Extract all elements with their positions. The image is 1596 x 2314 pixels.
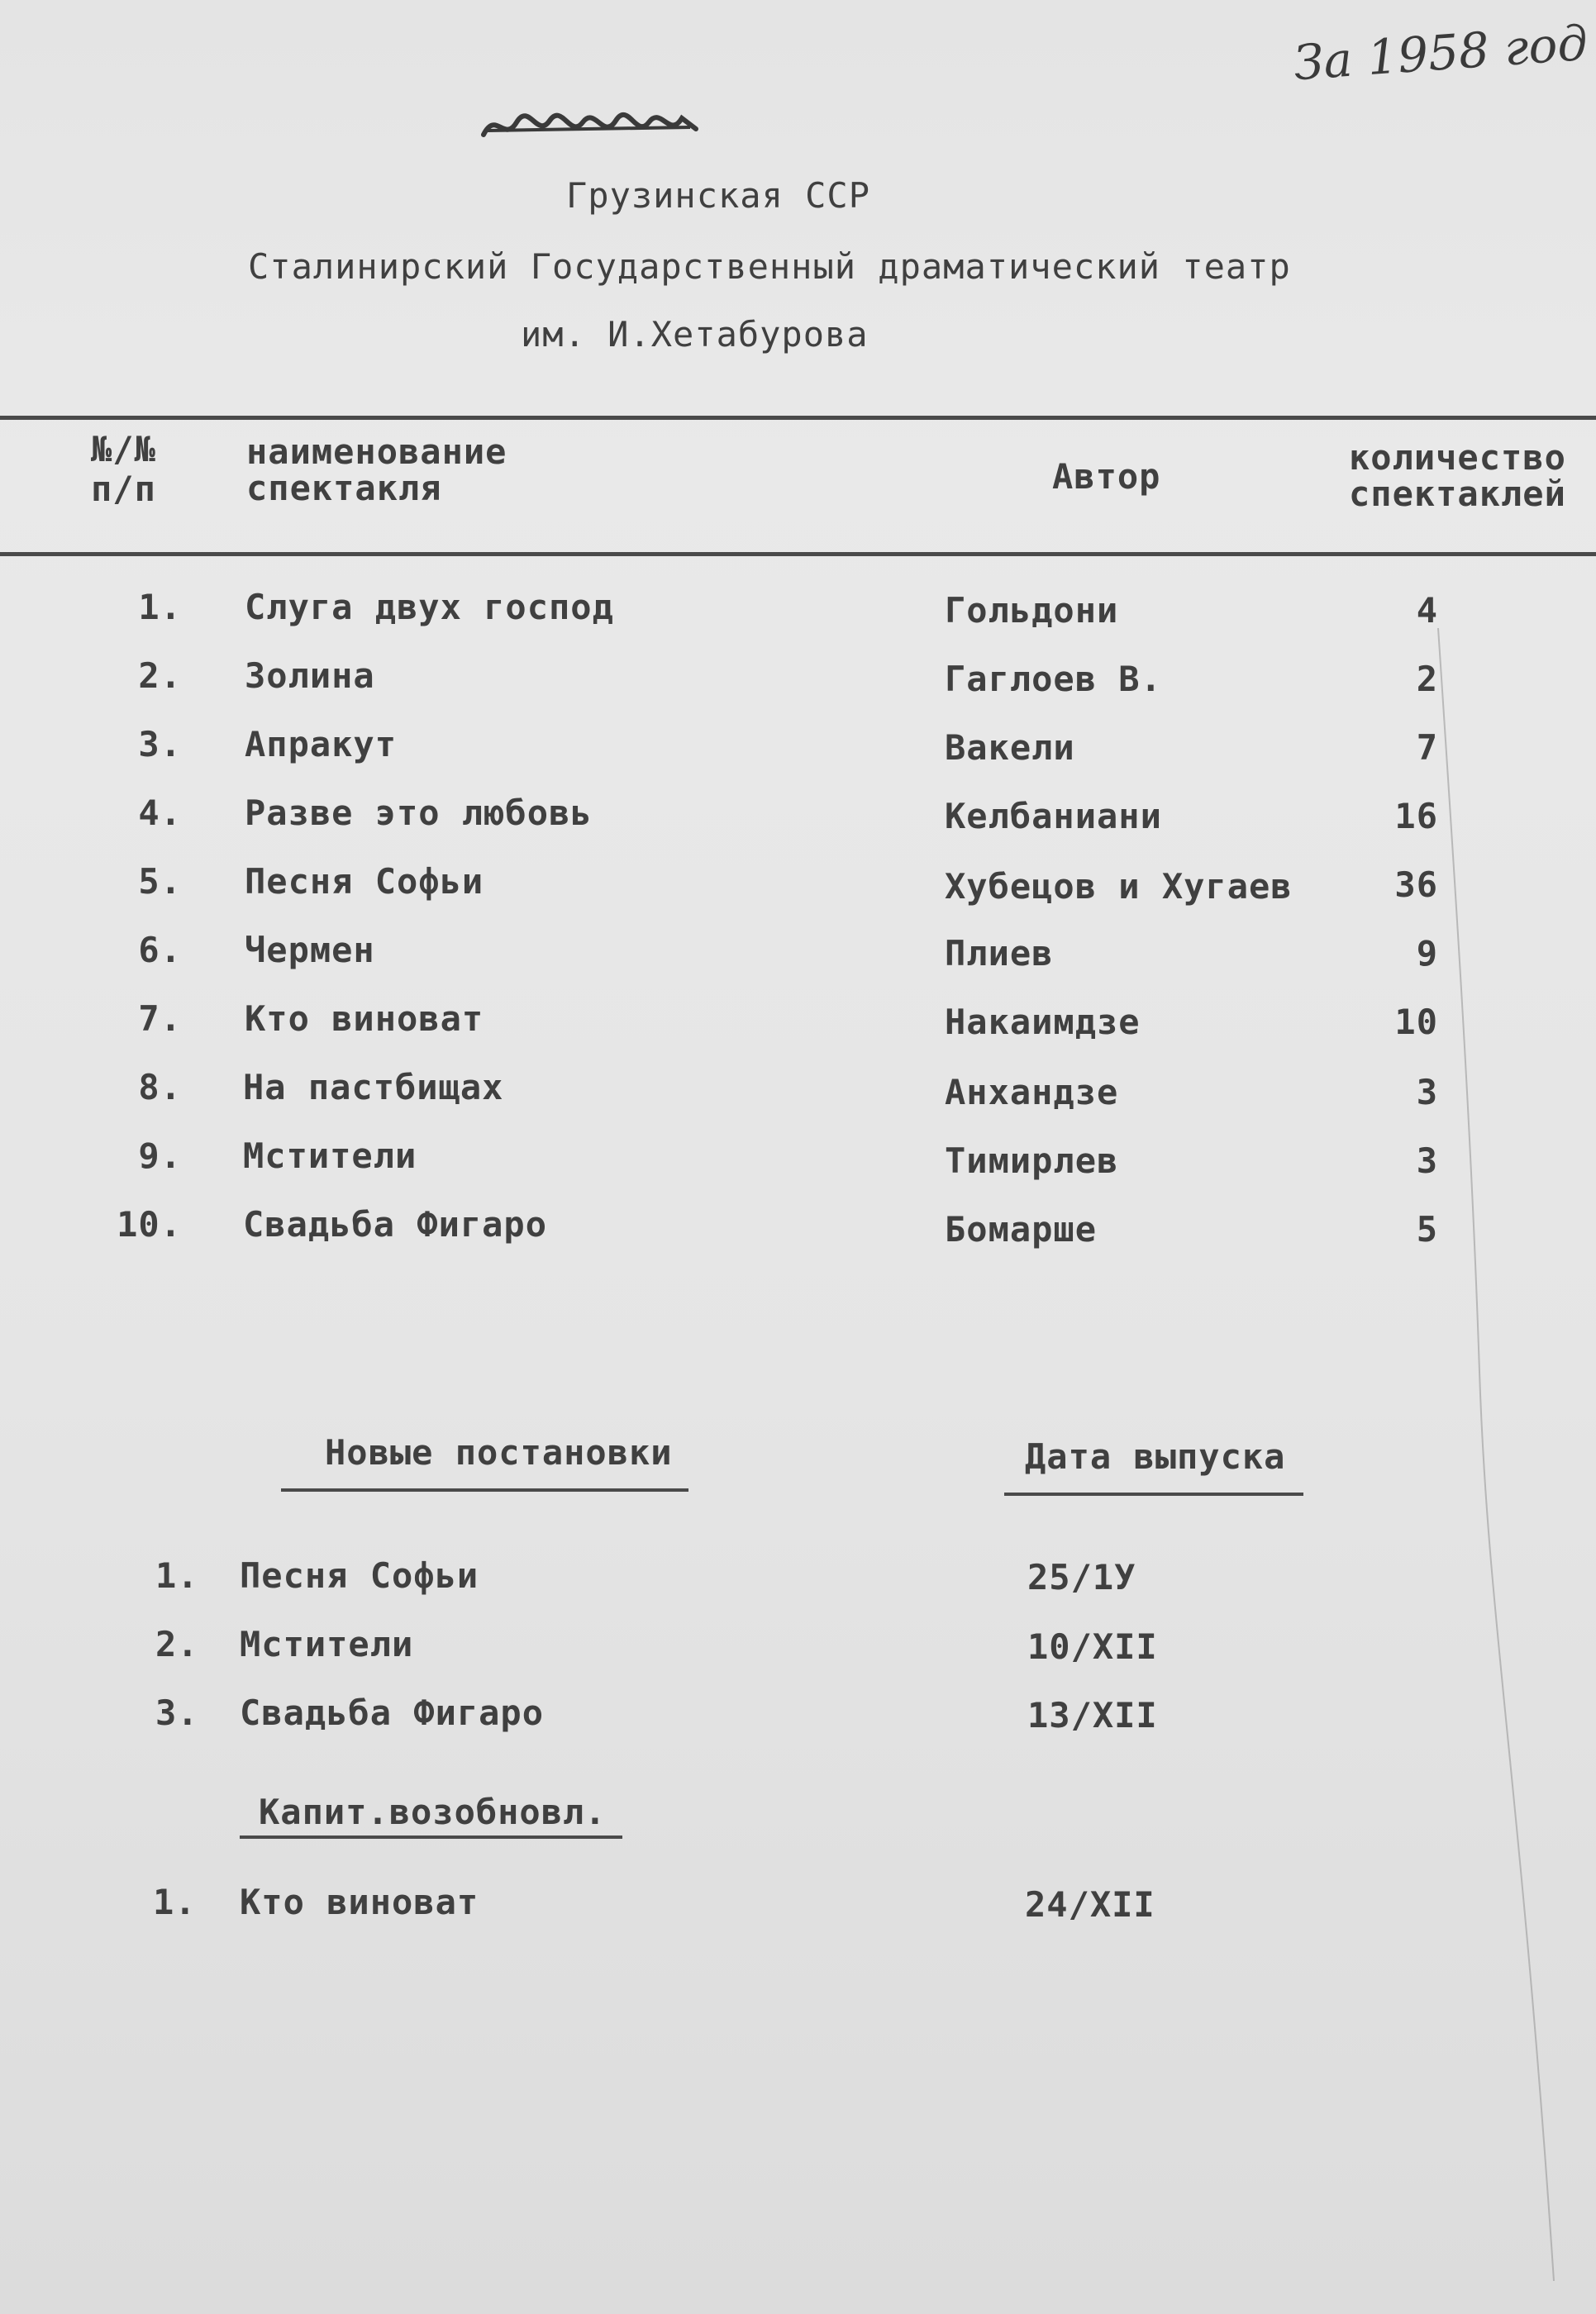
row-no: 8. (138, 1067, 182, 1107)
paper-crease (1405, 628, 1570, 2281)
row-no: 6. (138, 930, 182, 970)
row-author: Накаимдзе (945, 1002, 1141, 1042)
header-theatre: Сталинирский Государственный драматический театр (248, 246, 1291, 287)
row-count: 3 (1416, 1140, 1438, 1181)
table-top-rule (0, 416, 1596, 420)
row-no: 9. (138, 1136, 182, 1176)
handwritten-annotation: За 1958 год (1292, 14, 1590, 92)
col-header-no (91, 430, 156, 509)
new-productions-heading: Новые постановки (325, 1432, 673, 1473)
col-header-title-line2: спектакля (246, 468, 442, 508)
row-title: Кто виноват (245, 998, 484, 1039)
row-no: 2. (138, 655, 182, 696)
crossed-out-stamp (479, 106, 703, 147)
row-author: Гольдони (945, 590, 1119, 631)
item-date: 10/XII (1027, 1626, 1158, 1667)
header-republic: Грузинская ССР (566, 175, 871, 216)
row-count: 5 (1416, 1209, 1438, 1250)
col-header-count (1349, 437, 1566, 514)
row-title: Чермен (245, 930, 375, 970)
row-count: 4 (1416, 590, 1438, 631)
row-author: Келбаниани (945, 796, 1162, 836)
release-date-underline (1004, 1493, 1303, 1496)
row-title: Слуга двух господ (245, 587, 614, 627)
item-title: Мстители (240, 1624, 414, 1664)
row-title: Золина (245, 655, 375, 696)
row-title: Мстители (243, 1136, 417, 1176)
col-header-count-line1: количество (1349, 437, 1566, 478)
item-no: 3. (155, 1693, 199, 1733)
col-header-no-line1: №/№ (91, 429, 156, 469)
row-no: 7. (138, 998, 182, 1039)
col-header-no-line2: п/п (91, 469, 156, 509)
item-no: 2. (155, 1624, 199, 1664)
item-date: 25/1У (1027, 1557, 1136, 1597)
col-header-author: Автор (1052, 456, 1161, 497)
row-title: Разве это любовь (245, 793, 593, 833)
row-author: Гаглоев В. (945, 659, 1162, 699)
row-no: 3. (138, 724, 182, 764)
header-theatre-name: им. И.Хетабурова (521, 314, 869, 355)
row-author: Бомарше (945, 1209, 1098, 1250)
table-header-rule (0, 552, 1596, 556)
row-author: Тимирлев (945, 1140, 1119, 1181)
col-header-count-line2: спектаклей (1349, 474, 1566, 514)
row-author: Плиев (945, 933, 1054, 974)
item-no: 1. (153, 1882, 197, 1922)
renewals-heading: Капит.возобновл. (259, 1792, 607, 1832)
row-count: 9 (1416, 933, 1438, 974)
col-header-title (246, 431, 507, 508)
item-title: Свадьба Фигаро (240, 1693, 545, 1733)
row-author: Анхандзе (945, 1072, 1119, 1112)
item-title: Кто виноват (240, 1882, 479, 1922)
new-productions-underline (281, 1488, 688, 1492)
item-date: 13/XII (1027, 1695, 1158, 1736)
row-count: 7 (1416, 727, 1438, 768)
row-count: 36 (1394, 864, 1438, 905)
row-count: 10 (1394, 1002, 1438, 1042)
row-no: 10. (117, 1204, 182, 1245)
row-count: 2 (1416, 659, 1438, 699)
row-title: Свадьба Фигаро (243, 1204, 548, 1245)
row-author: Хубецов и Хугаев (945, 866, 1293, 907)
row-title: Апракут (245, 724, 398, 764)
row-title: Песня Софьи (245, 861, 484, 902)
row-count: 16 (1394, 796, 1438, 836)
row-no: 1. (138, 587, 182, 627)
row-title: На пастбищах (243, 1067, 504, 1107)
row-no: 5. (138, 861, 182, 902)
col-header-title-line1: наименование (246, 431, 507, 472)
item-no: 1. (155, 1555, 199, 1596)
release-date-heading: Дата выпуска (1025, 1436, 1286, 1477)
row-author: Вакели (945, 727, 1075, 768)
item-date: 24/XII (1025, 1884, 1155, 1925)
renewals-underline (240, 1835, 622, 1839)
item-title: Песня Софьи (240, 1555, 479, 1596)
row-no: 4. (138, 793, 182, 833)
row-count: 3 (1416, 1072, 1438, 1112)
